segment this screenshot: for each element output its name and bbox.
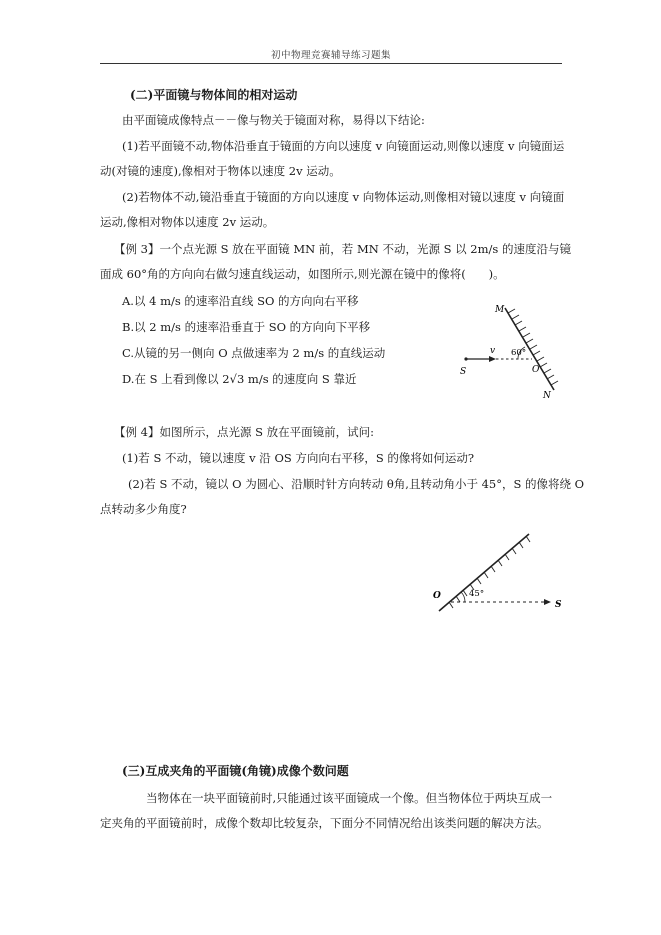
example3-line2: 面成 60°角的方向向右做匀速直线运动，如图所示,则光源在镜中的像将( )。	[100, 267, 505, 281]
conclusion1-line1: (1)若平面镜不动,物体沿垂直于镜面的方向以速度 v 向镜面运动,则像以速度 v 向镜面运	[122, 139, 565, 153]
mirror-hatching	[449, 536, 530, 608]
label-angle: 60°	[511, 348, 527, 358]
example3-option-c: C.从镜的另一侧向 O 点做速率为 2 m/s 的直线运动	[122, 346, 386, 360]
conclusion1-line2: 动(对镜的速度),像相对于物体以速度 2v 运动。	[100, 164, 341, 178]
example4-question2-line1: (2)若 S 不动，镜以 O 为圆心、沿顺时针方向转动 θ角,且转动角小于 45°，S 的像将绕 O	[128, 477, 585, 491]
section3-heading: (三)互成夹角的平面镜(角镜)成像个数问题	[122, 764, 349, 778]
label-angle: 45°	[469, 589, 485, 599]
example3-option-b: B.以 2 m/s 的速率沿垂直于 SO 的方向向下平移	[122, 320, 371, 334]
label-m: M	[495, 305, 505, 315]
example3-line1: 【例 3】一个点光源 S 放在平面镜 MN 前，若 MN 不动，光源 S 以 2m/s 的速度沿与镜	[114, 242, 571, 256]
example3-option-d: D.在 S 上看到像以 2√3 m/s 的速度向 S 靠近	[122, 372, 357, 386]
point-s	[464, 357, 467, 360]
conclusion2-line2: 运动,像相对物体以速度 2v 运动。	[100, 215, 275, 229]
angle-arc	[461, 592, 465, 602]
header-rule	[100, 63, 562, 64]
section3-line1: 当物体在一块平面镜前时,只能通过该平面镜成一个像。但当物体位于两块互成一	[146, 791, 553, 805]
example4-question1: (1)若 S 不动，镜以速度 v 沿 OS 方向向右平移，S 的像将如何运动?	[122, 451, 475, 465]
example3-option-a: A.以 4 m/s 的速率沿直线 SO 的方向向右平移	[122, 294, 359, 308]
velocity-arrow	[489, 356, 496, 362]
conclusion2-line1: (2)若物体不动,镜沿垂直于镜面的方向以速度 v 向物体运动,则像相对镜以速度 v 向镜面	[122, 190, 565, 204]
label-v: v	[490, 346, 496, 356]
label-o: O	[532, 365, 540, 375]
section3-line2: 定夹角的平面镜前时，成像个数却比较复杂，下面分不同情况给出该类问题的解决方法。	[100, 816, 549, 830]
label-o: O	[433, 591, 441, 601]
label-s: S	[460, 367, 467, 377]
section2-intro: 由平面镜成像特点－－像与物关于镜面对称，易得以下结论:	[122, 113, 425, 127]
arrow-to-s	[544, 599, 551, 605]
example4-figure	[425, 528, 575, 620]
example4-line1: 【例 4】如图所示，点光源 S 放在平面镜前，试问:	[114, 425, 375, 439]
label-s: S	[555, 600, 562, 610]
page-header: 初中物理竞赛辅导练习题集	[270, 50, 391, 61]
example3-figure	[450, 295, 570, 400]
section2-heading: (二)平面镜与物体间的相对运动	[130, 88, 298, 102]
example4-question2-line2: 点转动多少角度?	[100, 502, 187, 516]
label-n: N	[543, 391, 551, 400]
